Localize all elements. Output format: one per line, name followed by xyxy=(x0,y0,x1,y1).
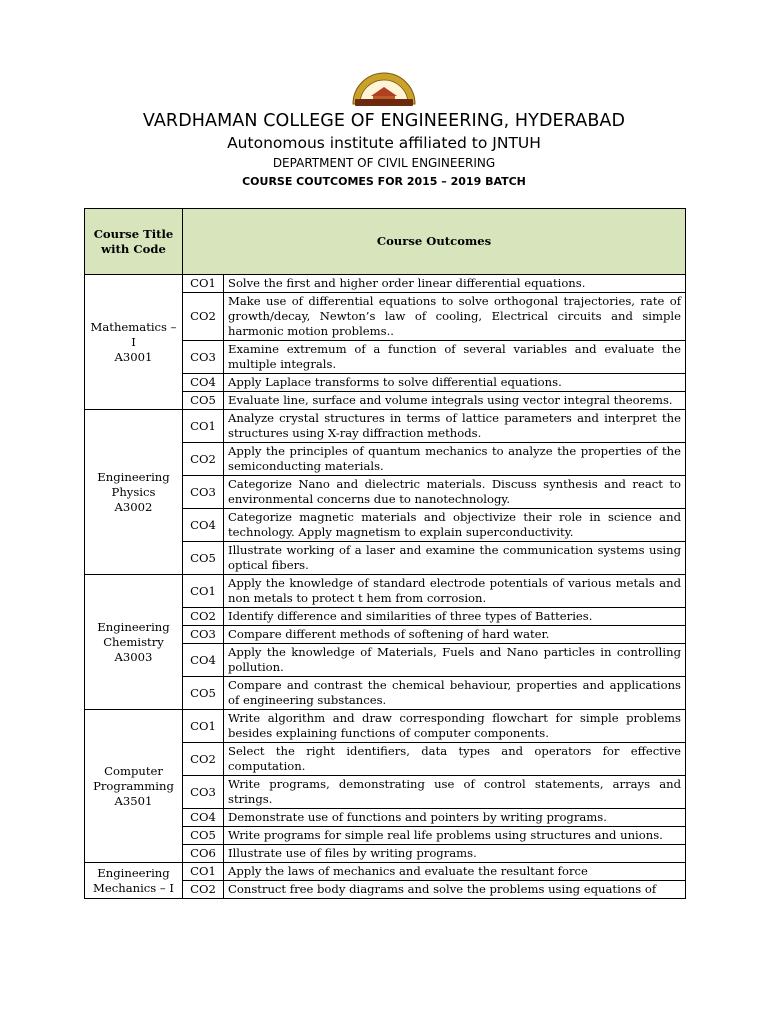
outcome-description: Apply Laplace transforms to solve differential equations. xyxy=(224,374,686,392)
table-row xyxy=(85,275,686,293)
outcome-description-text: Construct free body diagrams and solve the problems using equations of xyxy=(228,882,657,896)
outcome-description: Categorize Nano and dielectric materials. Discuss synthesis and react to environmental concerns due to nanotechnology. xyxy=(224,476,686,509)
outcome-description: Compare and contrast the chemical behaviour, properties and applications of engineering substances. xyxy=(224,677,686,710)
table-row xyxy=(85,863,686,881)
outcome-description: Make use of differential equations to solve orthogonal trajectories, rate of growth/decay, Newton’s law of cooling, Electrical circuits and simple harmonic motion problems.. xyxy=(224,293,686,341)
outcome-description: Demonstrate use of functions and pointers by writing programs. xyxy=(224,809,686,827)
outcome-description: Solve the first and higher order linear differential equations. xyxy=(224,275,686,293)
course-title: Engineering Mechanics – I xyxy=(93,865,174,895)
course-code: A3002 xyxy=(114,499,153,514)
department-name: DEPARTMENT OF CIVIL ENGINEERING xyxy=(272,156,496,170)
outcome-description: Apply the knowledge of Materials, Fuels and Nano particles in controlling pollution. xyxy=(224,644,686,677)
outcome-description: Write algorithm and draw corresponding flowchart for simple problems besides explaining functions of computer components. xyxy=(224,710,686,743)
outcome-description: Apply the knowledge of standard electrode potentials of various metals and non metals to protect t hem from corrosion. xyxy=(224,575,686,608)
course-title-cell xyxy=(85,863,183,899)
outcome-description: Analyze crystal structures in terms of lattice parameters and interpret the structures using X-ray diffraction methods. xyxy=(224,410,686,443)
outcome-code: CO5 xyxy=(183,542,224,575)
outcome-code: CO5 xyxy=(183,677,224,710)
batch-title: COURSE COUTCOMES FOR 2015 – 2019 BATCH xyxy=(242,175,526,188)
table-header-row xyxy=(85,209,686,275)
course-title: Computer Programming xyxy=(93,763,174,793)
outcome-code: CO2 xyxy=(183,443,224,476)
outcome-code: CO1 xyxy=(183,710,224,743)
outcome-code: CO4 xyxy=(183,374,224,392)
outcome-description: Examine extremum of a function of several variables and evaluate the multiple integrals. xyxy=(224,341,686,374)
outcome-code: CO5 xyxy=(183,392,224,410)
outcome-code: CO1 xyxy=(183,275,224,293)
college-name: VARDHAMAN COLLEGE OF ENGINEERING, HYDERABAD xyxy=(142,111,626,131)
course-title-cell xyxy=(85,710,183,863)
college-logo xyxy=(349,70,419,110)
course-outcomes-table xyxy=(84,208,686,899)
header-course-outcomes: Course Outcomes xyxy=(183,209,686,275)
outcome-code: CO4 xyxy=(183,809,224,827)
outcome-description: Compare different methods of softening of hard water. xyxy=(224,626,686,644)
table-row xyxy=(85,575,686,608)
outcome-code: CO2 xyxy=(183,881,224,899)
outcome-code: CO3 xyxy=(183,341,224,374)
outcome-description: Write programs, demonstrating use of control statements, arrays and strings. xyxy=(224,776,686,809)
outcome-code: CO2 xyxy=(183,293,224,341)
outcome-code: CO6 xyxy=(183,845,224,863)
course-title-cell xyxy=(85,575,183,710)
course-title: Mathematics – I xyxy=(90,319,177,349)
outcome-code: CO2 xyxy=(183,743,224,776)
outcome-description: Illustrate use of files by writing programs. xyxy=(224,845,686,863)
table-row xyxy=(85,710,686,743)
outcome-code: CO3 xyxy=(183,776,224,809)
outcome-description: Select the right identifiers, data types and operators for effective computation. xyxy=(224,743,686,776)
course-title-cell xyxy=(85,410,183,575)
outcome-code: CO1 xyxy=(183,410,224,443)
outcome-description xyxy=(224,881,686,899)
course-title-cell xyxy=(85,275,183,410)
course-title: Engineering Chemistry xyxy=(97,619,170,649)
outcome-code: CO4 xyxy=(183,509,224,542)
outcome-description: Identify difference and similarities of three types of Batteries. xyxy=(224,608,686,626)
outcome-description: Evaluate line, surface and volume integrals using vector integral theorems. xyxy=(224,392,686,410)
outcome-code: CO2 xyxy=(183,608,224,626)
course-code: A3003 xyxy=(114,649,153,664)
outcome-code: CO1 xyxy=(183,575,224,608)
outcome-code: CO1 xyxy=(183,863,224,881)
table-row xyxy=(85,410,686,443)
outcome-code: CO5 xyxy=(183,827,224,845)
course-code: A3001 xyxy=(114,349,153,364)
outcome-description: Apply the principles of quantum mechanics to analyze the properties of the semiconducting materials. xyxy=(224,443,686,476)
affiliation-text: Autonomous institute affiliated to JNTUH xyxy=(227,134,541,152)
course-title: Engineering Physics xyxy=(97,469,170,499)
course-code: A3501 xyxy=(114,793,153,808)
outcome-code: CO4 xyxy=(183,644,224,677)
outcome-description: Apply the laws of mechanics and evaluate the resultant force xyxy=(224,863,686,881)
outcome-description: Illustrate working of a laser and examine the communication systems using optical fibers. xyxy=(224,542,686,575)
header-course-title: Course Title with Code xyxy=(85,209,183,275)
outcome-description: Write programs for simple real life problems using structures and unions. xyxy=(224,827,686,845)
outcome-description: Categorize magnetic materials and objectivize their role in science and technology. Apply magnetism to explain superconductivity. xyxy=(224,509,686,542)
outcome-code: CO3 xyxy=(183,626,224,644)
outcome-code: CO3 xyxy=(183,476,224,509)
